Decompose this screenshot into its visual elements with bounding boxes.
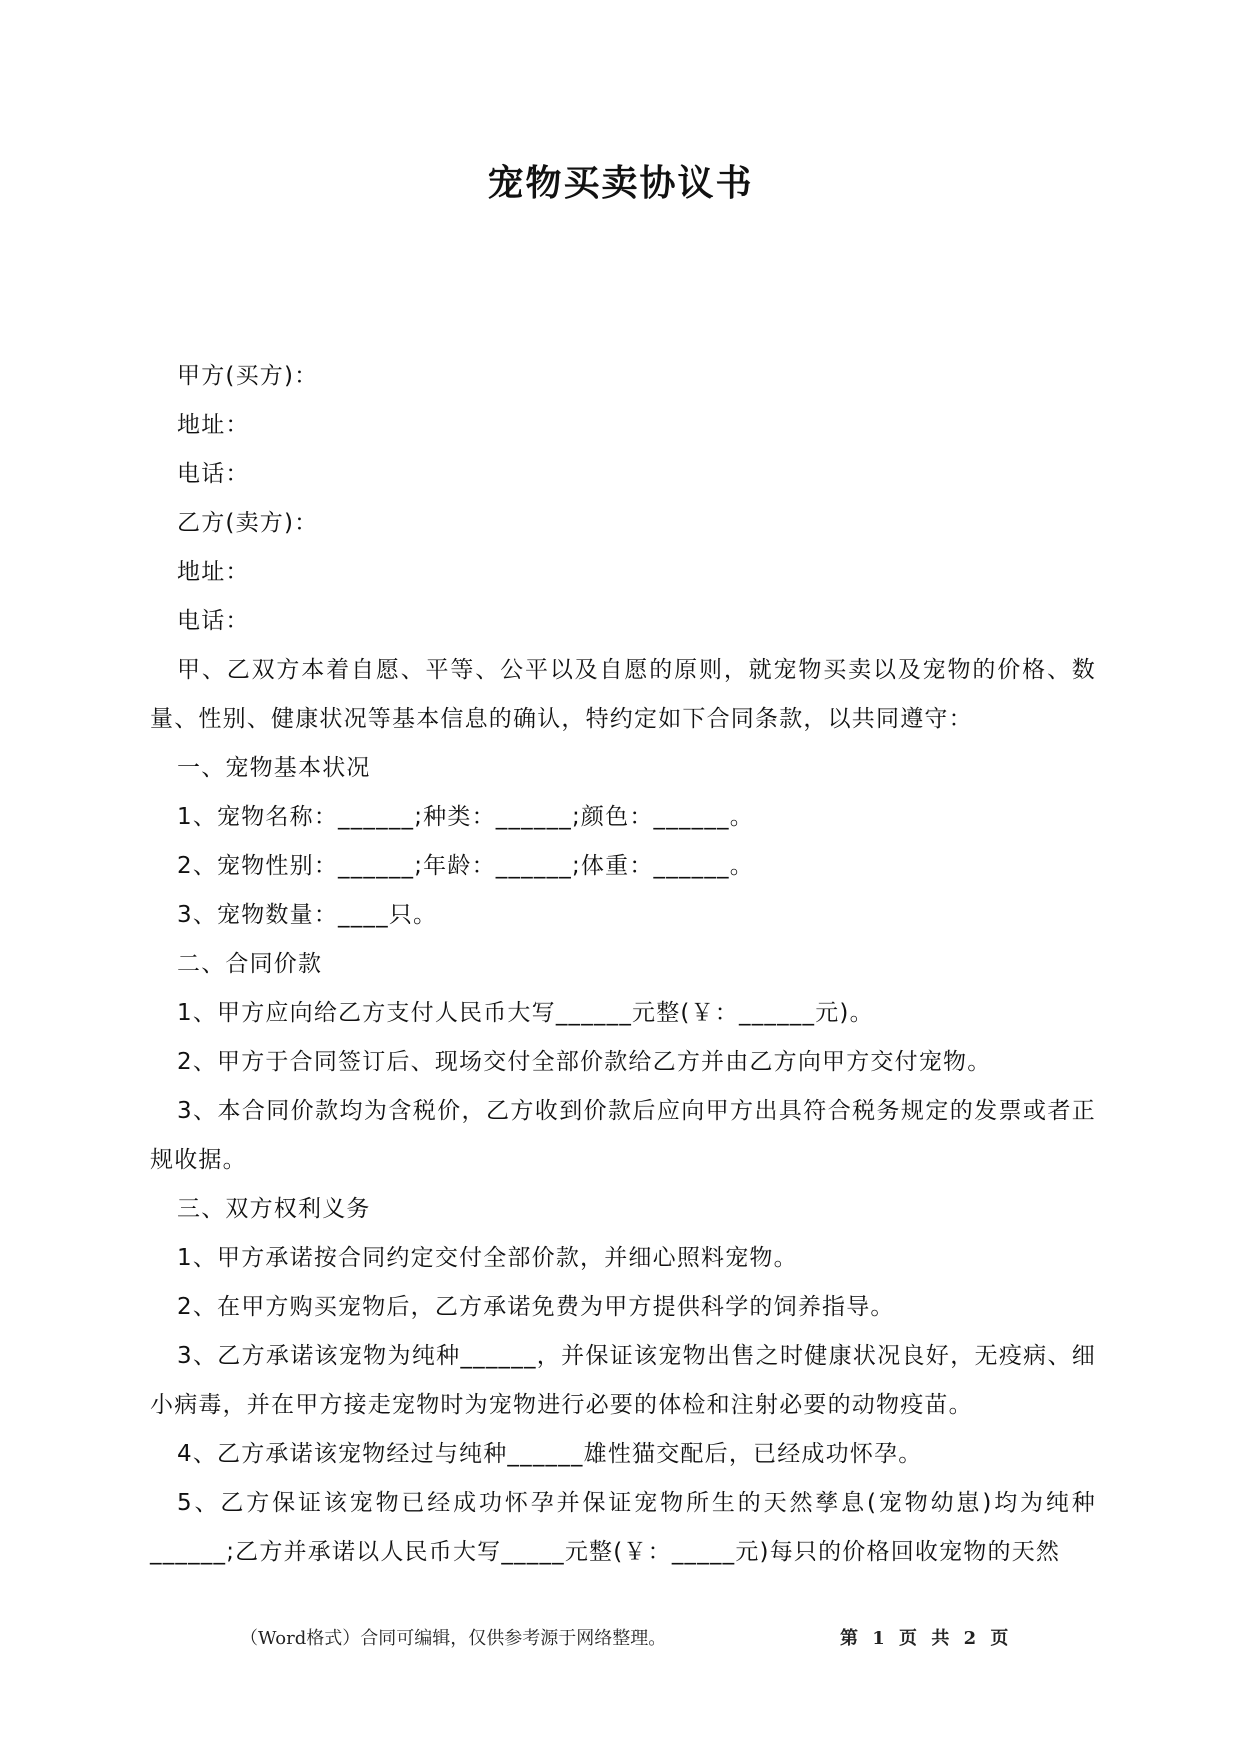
page-footer — [0, 1624, 1241, 1654]
document-body — [150, 352, 1096, 1577]
clause-rights-4: 4、乙方承诺该宠物经过与纯种______雄性猫交配后，已经成功怀孕。 — [177, 1441, 923, 1467]
clause-rights-5: 5、乙方保证该宠物已经成功怀孕并保证宠物所生的天然孳息(宠物幼崽)均为纯种______;乙方并承诺以人民币大写_____元整(￥：_____元)每只的价格回收宠物的天然 — [150, 1490, 1096, 1565]
party-a-address: 地址： — [177, 412, 250, 438]
party-a-phone: 电话： — [177, 461, 250, 487]
clause-pet-sex: 2、宠物性别：______;年龄：______;体重：______。 — [177, 853, 754, 879]
clause-rights-2: 2、在甲方购买宠物后，乙方承诺免费为甲方提供科学的饲养指导。 — [177, 1294, 895, 1320]
section-heading-rights: 三、双方权利义务 — [177, 1196, 371, 1222]
footer-note: （Word格式）合同可编辑，仅供参考源于网络整理。 — [240, 1628, 667, 1649]
document-title: 宠物买卖协议书 — [487, 163, 754, 204]
section-heading-pet-status: 一、宠物基本状况 — [177, 755, 371, 781]
page-indicator: 第 1 页 共 2 页 — [840, 1628, 1013, 1649]
preamble-paragraph: 甲、乙双方本着自愿、平等、公平以及自愿的原则，就宠物买卖以及宠物的价格、数量、性别、健康状况等基本信息的确认，特约定如下合同条款，以共同遵守： — [150, 657, 1096, 732]
party-b-label: 乙方(卖方)： — [177, 510, 319, 536]
party-b-address: 地址： — [177, 559, 250, 585]
party-a-label: 甲方(买方)： — [177, 363, 319, 389]
clause-rights-3: 3、乙方承诺该宠物为纯种______，并保证该宠物出售之时健康状况良好，无疫病、细小病毒，并在甲方接走宠物时为宠物进行必要的体检和注射必要的动物疫苗。 — [150, 1343, 1096, 1418]
clause-price-invoice: 3、本合同价款均为含税价，乙方收到价款后应向甲方出具符合税务规定的发票或者正规收据。 — [150, 1098, 1096, 1173]
section-heading-price: 二、合同价款 — [177, 951, 323, 977]
clause-pet-name: 1、宠物名称：______;种类：______;颜色：______。 — [177, 804, 754, 830]
clause-price-amount: 1、甲方应向给乙方支付人民币大写______元整(￥：______元)。 — [177, 1000, 874, 1026]
clause-pet-quantity: 3、宠物数量：____只。 — [177, 902, 438, 928]
clause-price-delivery: 2、甲方于合同签订后、现场交付全部价款给乙方并由乙方向甲方交付宠物。 — [177, 1049, 992, 1075]
clause-rights-1: 1、甲方承诺按合同约定交付全部价款，并细心照料宠物。 — [177, 1245, 798, 1271]
party-b-phone: 电话： — [177, 608, 250, 634]
